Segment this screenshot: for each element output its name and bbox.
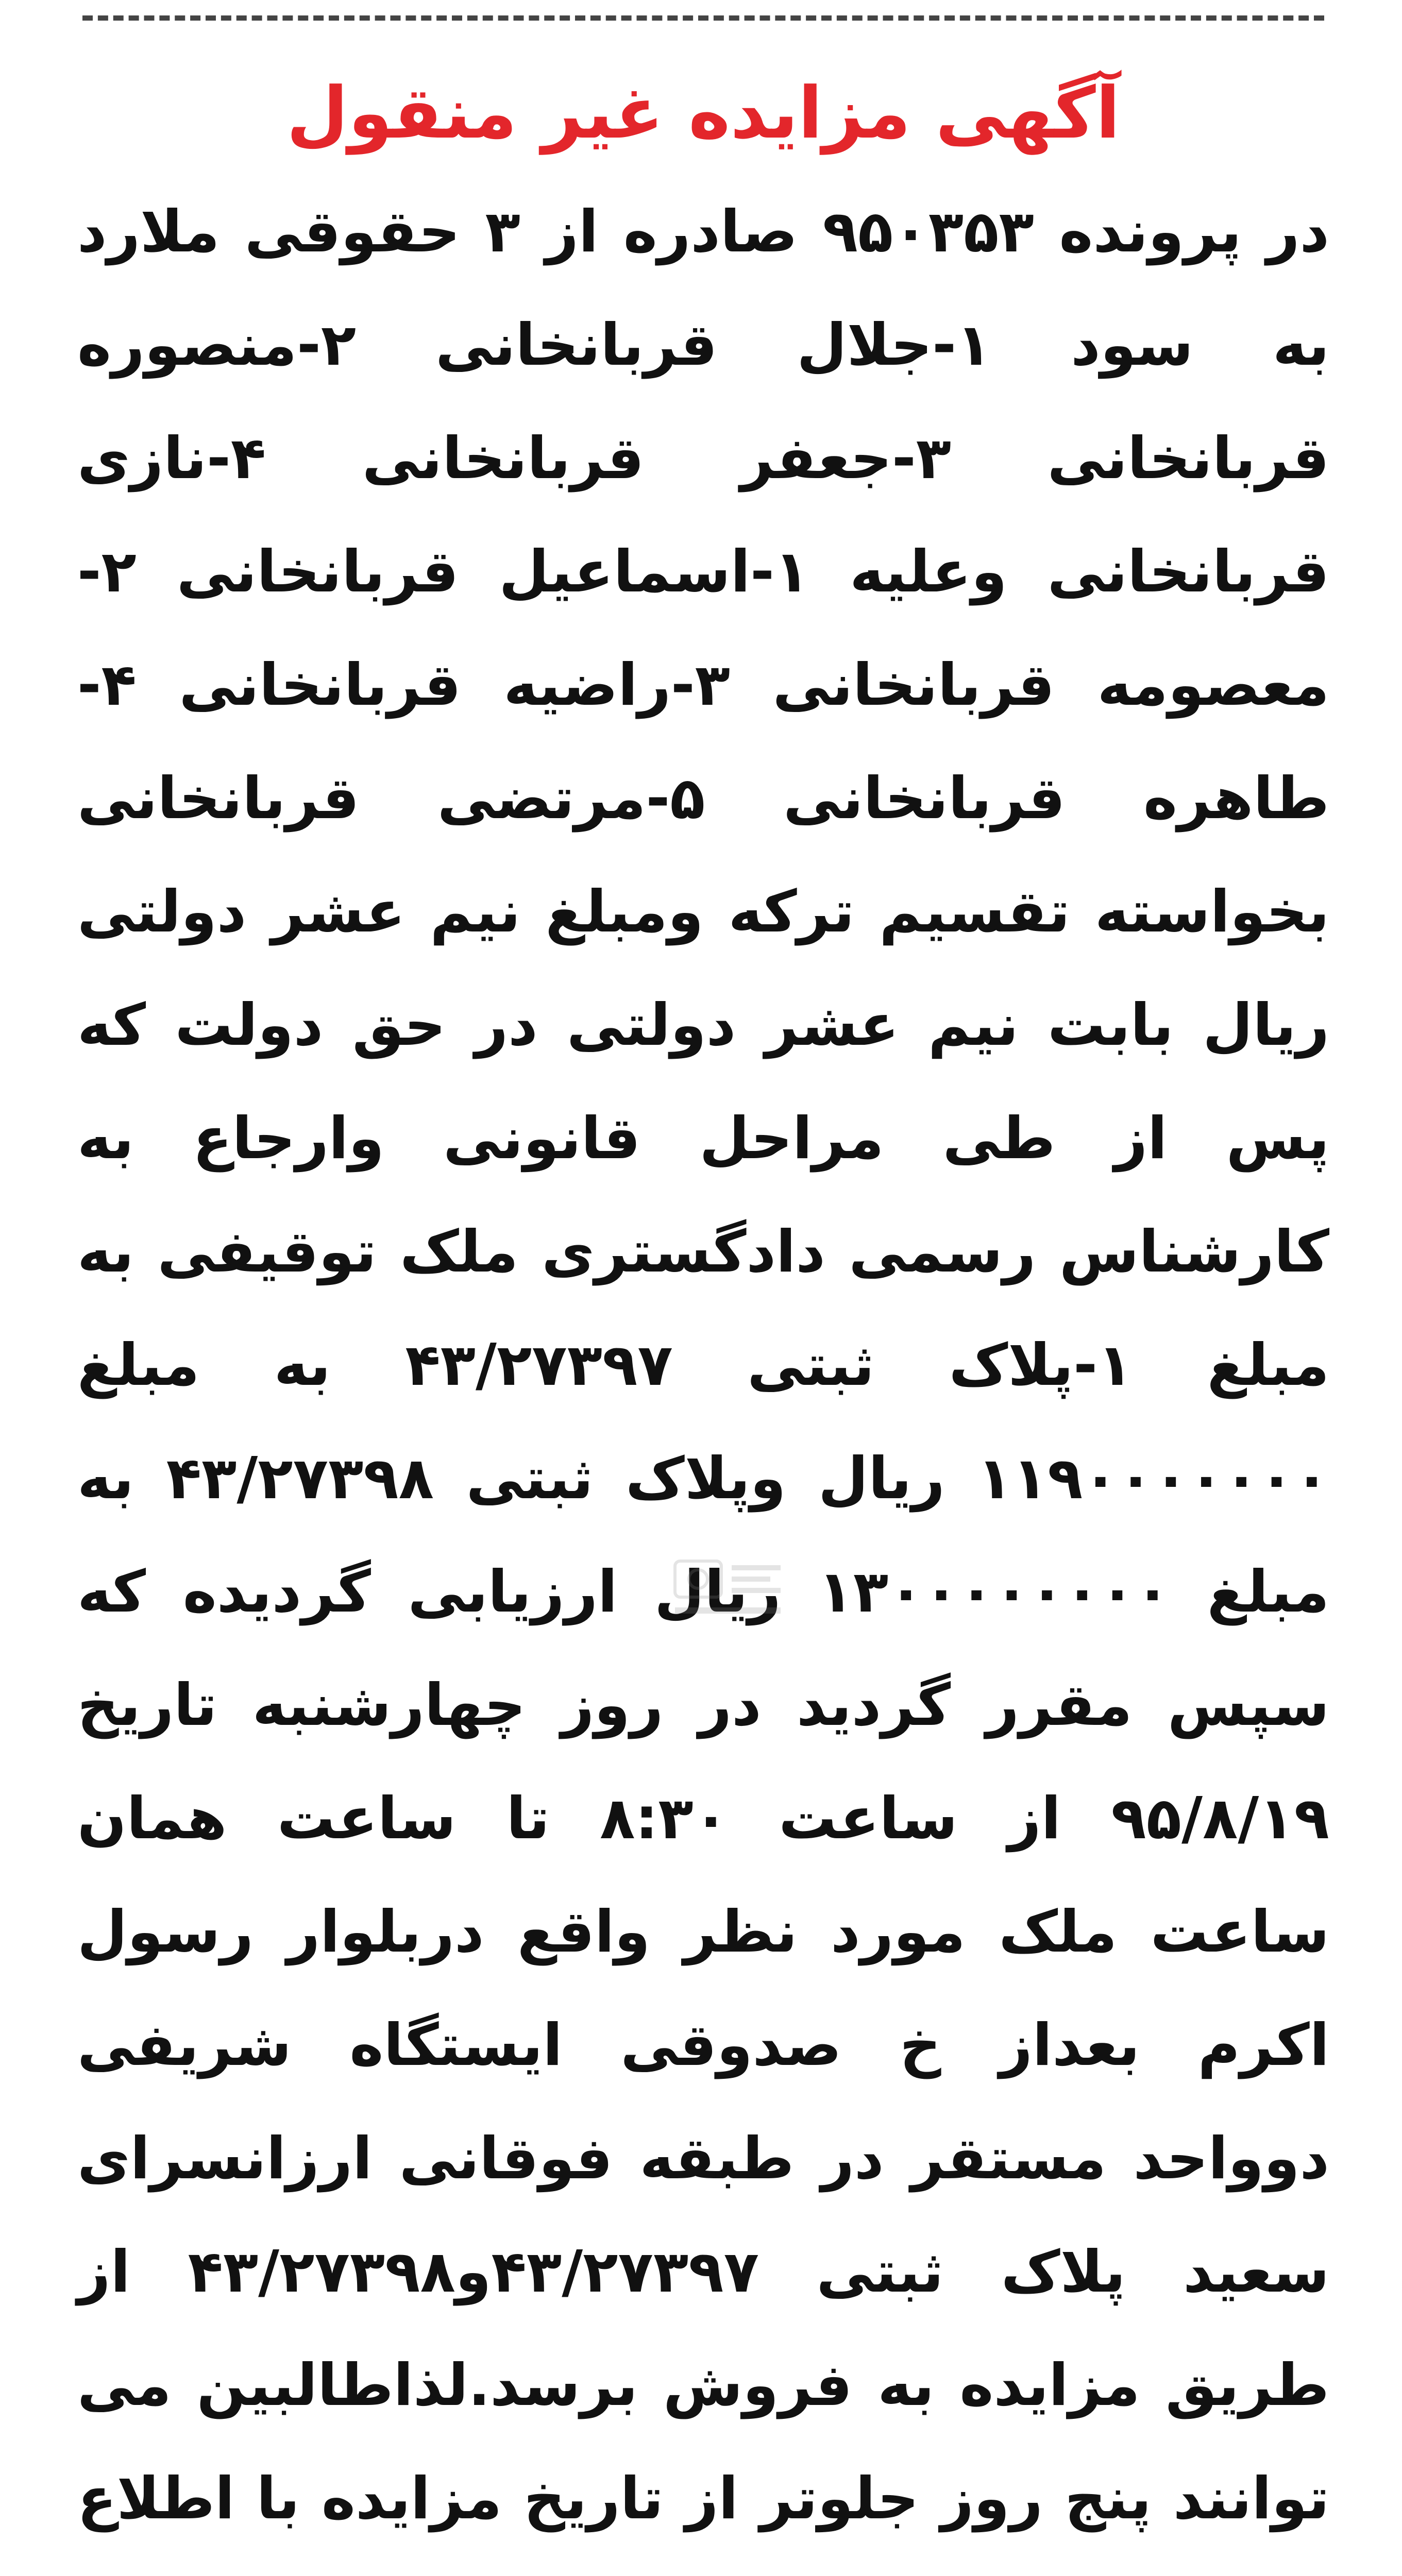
parsnamaddata-watermark-icon (670, 1556, 788, 1623)
top-dashed-separator (82, 15, 1324, 21)
notice-body (77, 175, 1329, 2576)
notice-paragraph-main: در پرونده ۹۵۰۳۵۳ صادره از ۳ حقوقی ملارد به سود ۱-جلال قربانخانی ۲-منصوره قربانخانی ۳-جعفر قربانخانی ۴-نازی قربانخانی وعلیه ۱-اسماعیل قربانخانی ۲-معصومه قربانخانی ۳-راضیه قربانخانی ۴-طاهره قربانخانی ۵-مرتضی قربانخانی بخواسته تقسیم ترکه ومبلغ نیم عشر دولتی ریال بابت نیم عشر دولتی در حق دولت که پس از طی مراحل قانونی وارجاع به کارشناس رسمی دادگستری ملک توقیفی به مبلغ ۱-پلاک ثبتی ۴۳/۲۷۳۹۷ به مبلغ ۱۱۹۰۰۰۰۰۰۰ ریال وپلاک ثبتی ۴۳/۲۷۳۹۸ به مبلغ ۱۳۰۰۰۰۰۰۰۰ ریال ارزیابی گردیده که سپس مقرر گردید در روز چهارشنبه تاریخ ۹۵/۸/۱۹ از ساعت ۸:۳۰ تا ساعت همان ساعت ملک مورد نظر واقع دربلوار رسول اکرم بعداز خ صدوقی ایستگاه شریفی دوواحد مستقر در طبقه فوقانی ارزانسرای سعید پلاک ثبتی ۴۳/۲۷۳۹۷و۴۳/۲۷۳۹۸ از طریق مزایده به فروش برسد.لذاطالبین می توانند پنج روز جلوتر از تاریخ مزایده با اطلاع (77, 198, 1330, 2532)
notice-title: آگهی مزایده غیر منقول (286, 72, 1120, 155)
